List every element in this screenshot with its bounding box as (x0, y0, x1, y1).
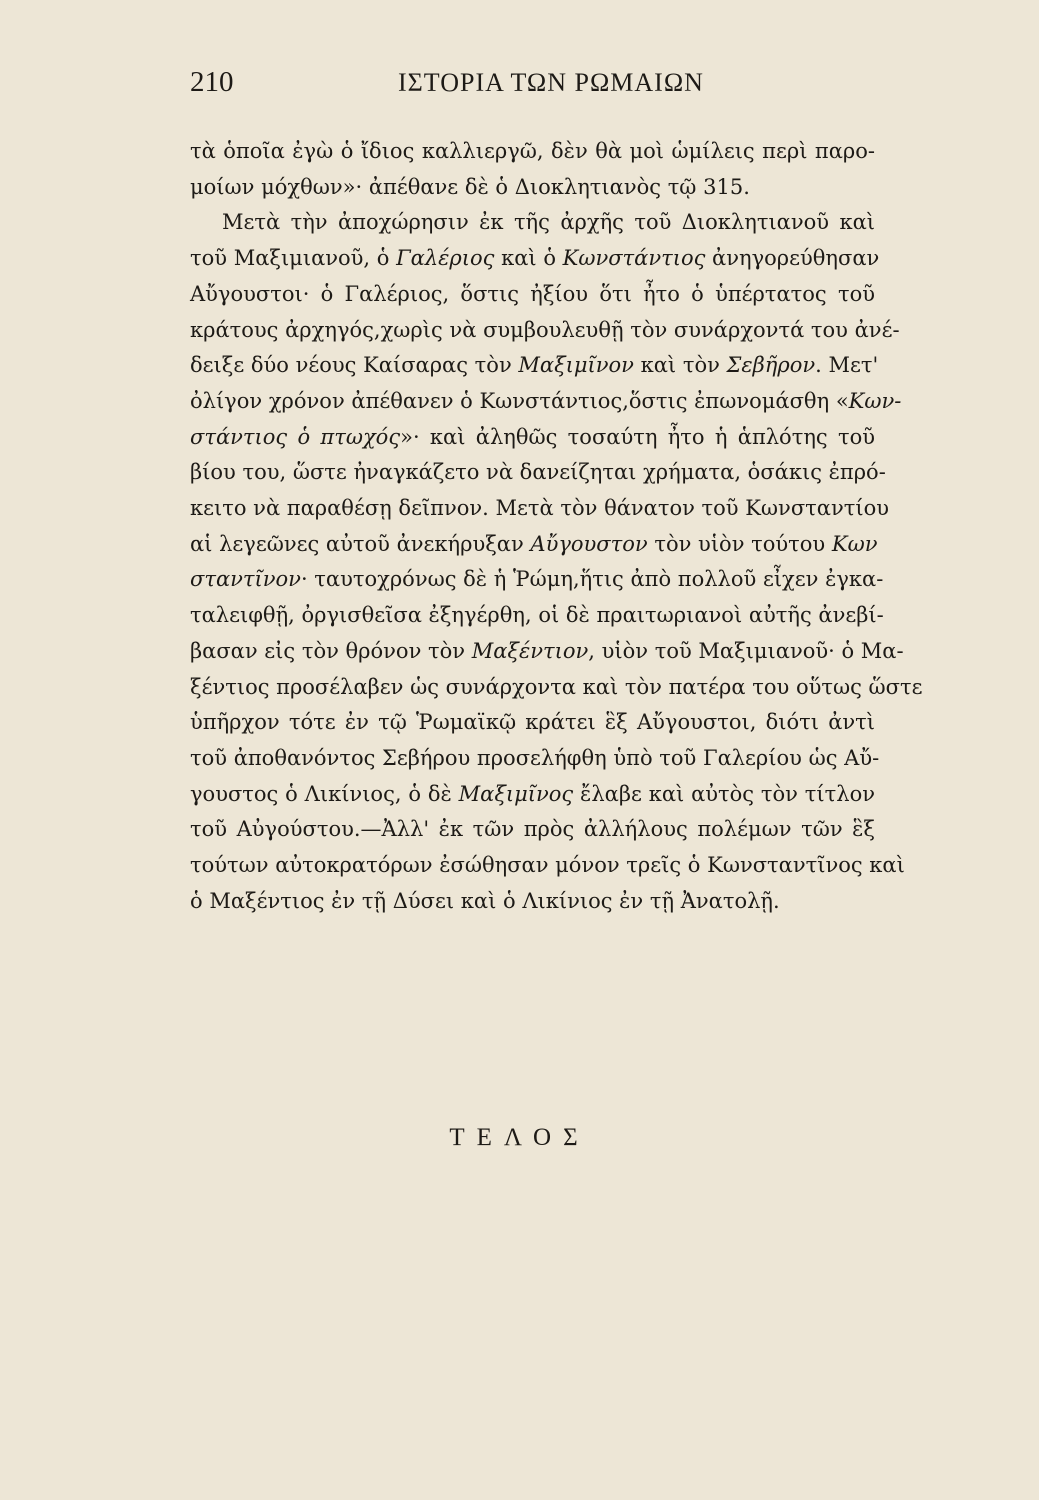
text-line: βίου του, ὥστε ἠναγκάζετο νὰ δανείζηται χρήματα, ὁσάκις ἐπρό- (190, 460, 886, 485)
italic-name: Μαξέντιον (471, 638, 589, 663)
text-line: μοίων μόχθων»· ἀπέθανε δὲ ὁ Διοκλητιανὸς τῷ 315. (190, 174, 750, 199)
text-line: ὁ Μαξέντιος ἐν τῇ Δύσει καὶ ὁ Λικίνιος ἐν τῇ Ἀνατολῇ. (190, 888, 780, 913)
text-line: ταλειφθῇ, ὀργισθεῖσα ἐξηγέρθη, οἱ δὲ πραιτωριανοὶ αὐτῆς ἀνεβί- (190, 603, 884, 628)
italic-name: Κων (831, 531, 878, 556)
text-line: γουστος ὁ Λικίνιος, ὁ δὲ Μαξιμῖνος ἔλαβε καὶ αὐτὸς τὸν τίτλον (190, 781, 875, 806)
text-line: ὑπῆρχον τότε ἐν τῷ Ῥωμαϊκῷ κράτει ἓξ Αὔγουστοι, διότι ἀντὶ (190, 710, 875, 735)
text-line: τοῦ Αὐγούστου.—Ἀλλ' ἐκ τῶν πρὸς ἀλλήλους πολέμων τῶν ἓξ (190, 817, 875, 842)
italic-name: Μαξιμῖνον (518, 353, 634, 378)
italic-name: Μαξιμῖνος (458, 781, 574, 806)
text-line: σταντῖνον· ταυτοχρόνως δὲ ἡ Ῥώμη,ἥτις ἀπὸ πολλοῦ εἶχεν ἐγκα- (190, 567, 884, 592)
italic-name: Κων- (848, 388, 902, 413)
text-line: δειξε δύο νέους Καίσαρας τὸν Μαξιμῖνον καὶ τὸν Σεβῆρον. Μετ' (190, 353, 879, 378)
italic-name: σταντῖνον (190, 567, 301, 592)
italic-name: Αὔγουστον (530, 531, 648, 556)
italic-name: στάντιος ὁ πτωχός (190, 424, 401, 449)
italic-name: Γαλέριος (396, 246, 495, 271)
running-title: ΙΣΤΟΡΙΑ ΤΩΝ ΡΩΜΑΙΩΝ (398, 68, 704, 97)
text-line: κειτο νὰ παραθέσῃ δεῖπνον. Μετὰ τὸν θάνατον τοῦ Κωνσταντίου (190, 496, 889, 521)
text-line: ὀλίγον χρόνον ἀπέθανεν ὁ Κωνστάντιος,ὅστις ἐπωνομάσθη «Κων- (190, 388, 902, 413)
text-line: Μετὰ τὴν ἀποχώρησιν ἐκ τῆς ἀρχῆς τοῦ Διοκλητιανοῦ καὶ (222, 210, 875, 235)
italic-name: Σεβῆρον (726, 353, 816, 378)
text-line: στάντιος ὁ πτωχός»· καὶ ἀληθῶς τοσαύτη ἦτο ἡ ἁπλότης τοῦ (190, 424, 875, 449)
text-line: βασαν εἰς τὸν θρόνον τὸν Μαξέντιον, υἱὸν τοῦ Μαξιμιανοῦ· ὁ Μα- (190, 638, 904, 663)
text-line: τὰ ὁποῖα ἐγὼ ὁ ἴδιος καλλιεργῶ, δὲν θὰ μοὶ ὡμίλεις περὶ παρο- (190, 139, 875, 163)
page-number: 210 (190, 66, 234, 98)
body-text (190, 134, 923, 919)
text-line: κράτους ἀρχηγός,χωρὶς νὰ συμβουλευθῇ τὸν συνάρχοντά του ἀνέ- (190, 317, 900, 342)
italic-name: Κωνστάντιος (562, 246, 706, 271)
text-line: τοῦ Μαξιμιανοῦ, ὁ Γαλέριος καὶ ὁ Κωνστάντιος ἀνηγορεύθησαν (190, 246, 880, 271)
text-line: τούτων αὐτοκρατόρων ἐσώθησαν μόνον τρεῖς ὁ Κωνσταντῖνος καὶ (190, 853, 905, 878)
end-mark: ΤΕΛΟΣ (449, 1124, 590, 1151)
text-line: Αὔγουστοι· ὁ Γαλέριος, ὅστις ἠξίου ὅτι ἦτο ὁ ὑπέρτατος τοῦ (190, 281, 875, 306)
text-line: ξέντιος προσέλαβεν ὡς συνάρχοντα καὶ τὸν πατέρα του οὕτως ὥστε (190, 674, 923, 699)
text-line: τοῦ ἀποθανόντος Σεβήρου προσελήφθη ὑπὸ τοῦ Γαλερίου ὡς Αὔ- (190, 745, 880, 770)
text-line: αἱ λεγεῶνες αὐτοῦ ἀνεκήρυξαν Αὔγουστον τὸν υἱὸν τούτου Κων (190, 531, 878, 556)
